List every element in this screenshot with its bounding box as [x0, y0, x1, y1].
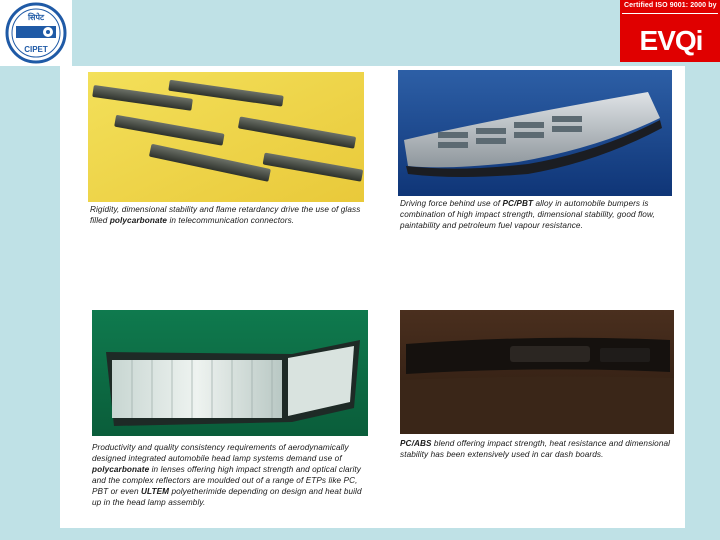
caption-connectors: Rigidity, dimensional stability and flame retardancy drive the use of glass filled polycarbonate in telecommunication connectors.: [90, 205, 361, 225]
logo-hindi-text: सिपेट: [27, 13, 45, 22]
evqi-logo-icon: [628, 18, 714, 58]
car-dashboard-photo: [400, 310, 674, 434]
logo-cipet-text: CIPET: [24, 45, 48, 54]
automobile-bumper-photo: [398, 70, 672, 196]
headlamp-photo: [92, 310, 368, 436]
document-page: [60, 66, 685, 528]
certification-divider: [622, 13, 718, 14]
polycarbonate-connectors-photo: [88, 72, 364, 202]
evqi-brand-text: EVQi: [639, 25, 703, 56]
certification-badge: [620, 0, 720, 62]
caption-headlamp: Productivity and quality consistency requirements of aerodynamically designed integrated automobile head lamp systems demand use of polycarbonate in lenses offering high impact strength and optical clarity and the complex reflectors are moulded out of a range of ETPs like PC, PBT or even ULTEM polyetherimide depending on design and heat build up in the head lamp assembly.: [92, 443, 362, 507]
header-logo-area: [0, 0, 72, 66]
caption-bumper: Driving force behind use of PC/PBT alloy in automobile bumpers is combination of high impact strength, dimensional stability, good flow, paintability and petroleum fuel vapour resistance.: [400, 199, 655, 230]
caption-dashboard: PC/ABS blend offering impact strength, heat resistance and dimensional stability has been extensively used in car dash boards.: [400, 439, 671, 459]
cipet-logo-icon: [2, 2, 70, 64]
certification-text: Certified ISO 9001: 2000 by: [624, 2, 717, 9]
